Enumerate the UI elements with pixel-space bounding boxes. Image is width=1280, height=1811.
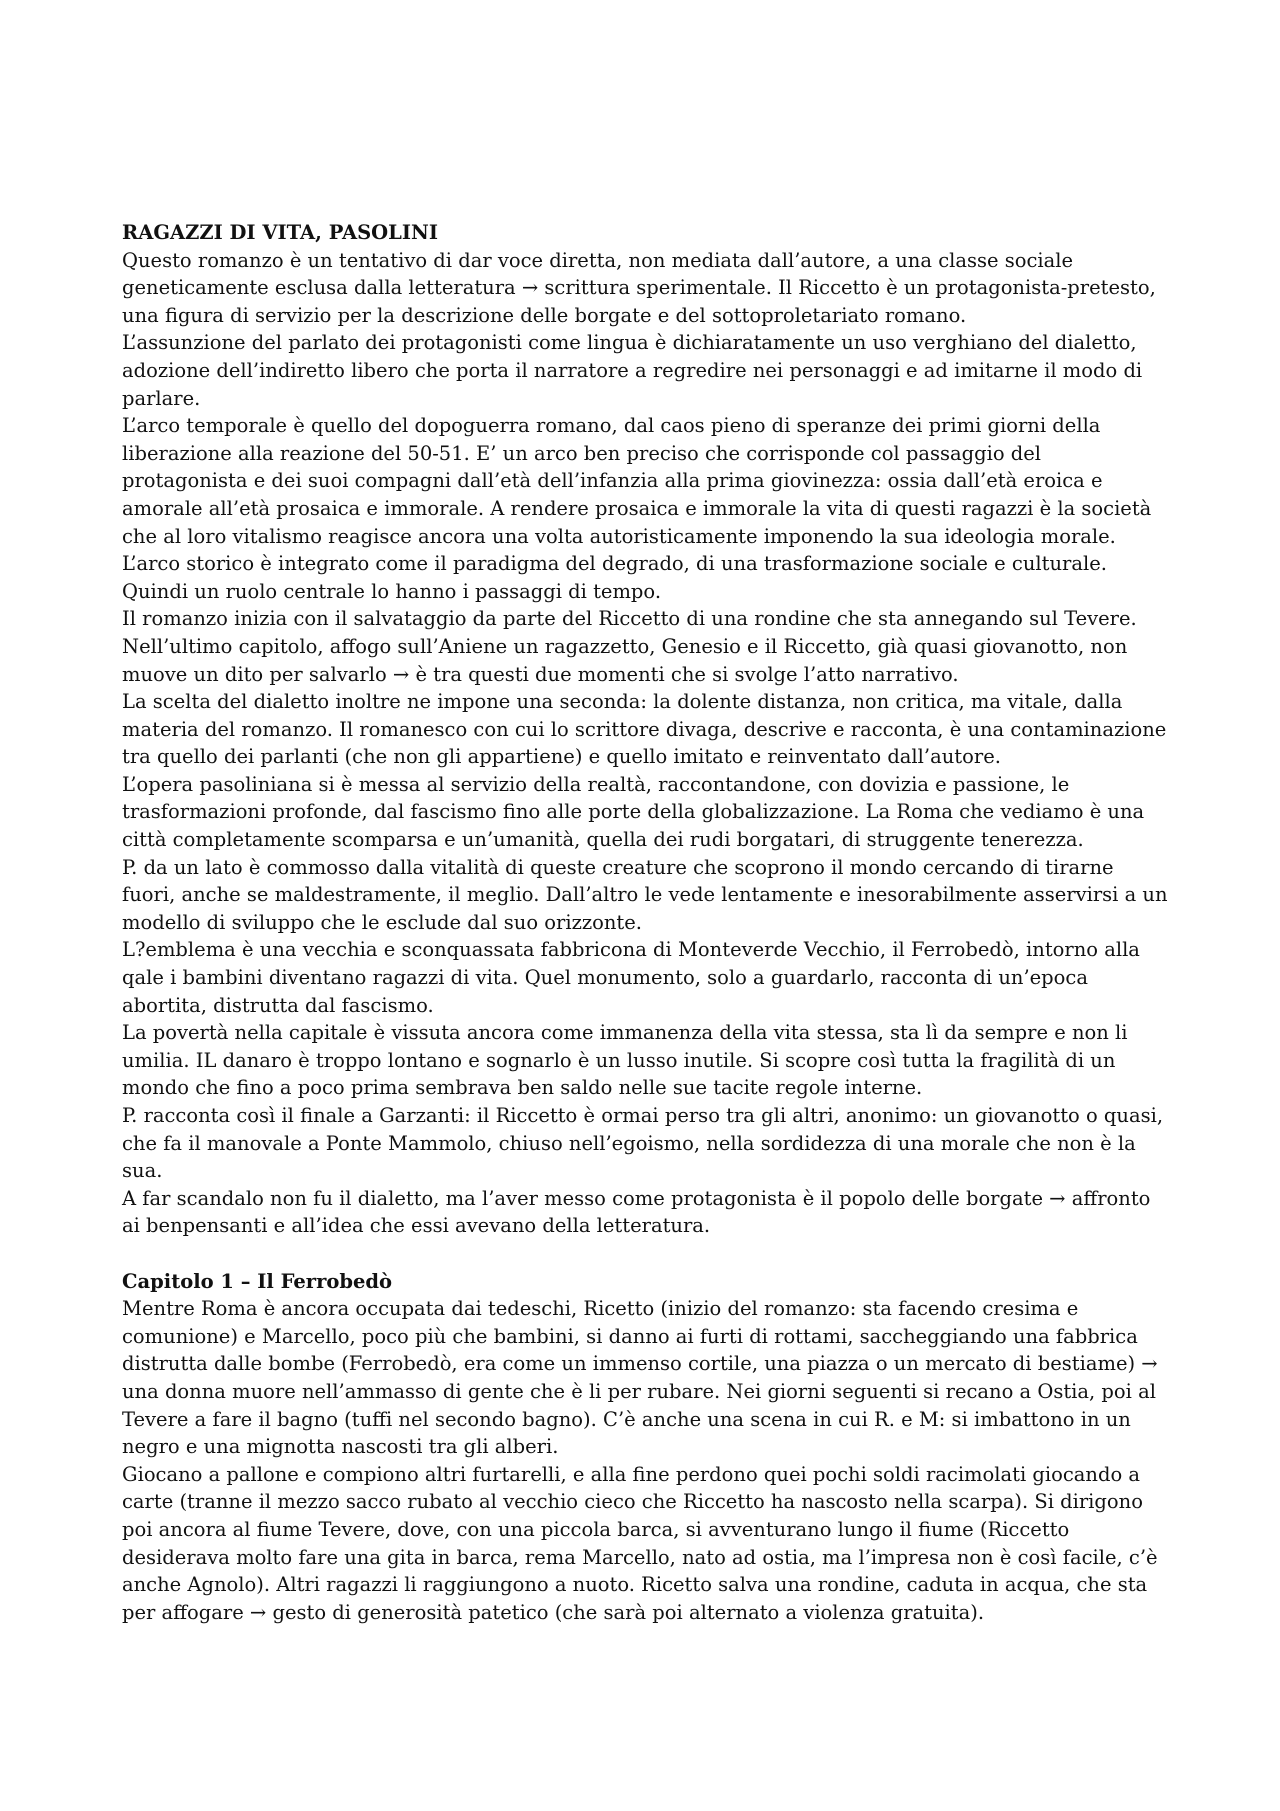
paragraph: Mentre Roma è ancora occupata dai tedeschi, Ricetto (inizio del romanzo: sta facendo cresima e comunione) e Marcello, poco più che bambini, si danno ai furti di rottami, saccheggiando una fabbrica distrutta dalle bombe (Ferrobedò, era come un immenso cortile, una piazza o un mercato di bestiame) → una donna muore nell’ammasso di gente che è li per rubare. Nei giorni seguenti si recano a Ostia, poi al Tevere a fare il bagno (tuffi nel secondo bagno). C’è anche una scena in cui R. e M: si imbattono in un negro e una mignotta nascosti tra gli alberi. (122, 1297, 1158, 1459)
paragraph: P. da un lato è commosso dalla vitalità di queste creature che scoprono il mondo cercando di tirarne fuori, anche se maldestramente, il meglio. Dall’altro le vede lentamente e inesorabilmente asservirsi a un modello di sviluppo che le esclude dal suo orizzonte. (122, 855, 1168, 934)
section-title-capitolo-1: Capitolo 1 – Il Ferrobedò (122, 1269, 393, 1293)
paragraph: L’arco temporale è quello del dopoguerra romano, dal caos pieno di speranze dei primi giorni della liberazione alla reazione del 50-51. E’ un arco ben preciso che corrisponde col passaggio del protagonista e dei suoi compagni dall’età dell’infanzia alla prima giovinezza: ossia dall’età eroica e amorale all’età prosaica e immorale. A rendere prosaica e immorale la vita di questi ragazzi è la società che al loro vitalismo reagisce ancora una volta autoristicamente imponendo la sua ideologia morale. (122, 414, 1152, 548)
section-title-ragazzi-di-vita: RAGAZZI DI VITA, PASOLINI (122, 221, 438, 244)
section-spacer (122, 1240, 1172, 1268)
paragraph: L’opera pasoliniana si è messa al servizio della realtà, raccontandone, con dovizia e passione, le trasformazioni profonde, dal fascismo fino alle porte della globalizzazione. La Roma che vediamo è una città completamente scomparsa e un’umanità, quella dei rudi borgatari, di struggente tenerezza. (122, 772, 1145, 852)
paragraph: La povertà nella capitale è vissuta ancora come immanenza della vita stessa, sta lì da sempre e non li umilia. IL danaro è troppo lontano e sognarlo è un lusso inutile. Si scopre così tutta la fragilità di un mondo che fino a poco prima sembrava ben saldo nelle sue tacite regole interne. (122, 1021, 1128, 1100)
paragraph: Giocano a pallone e compiono altri furtarelli, e alla fine perdono quei pochi soldi racimolati giocando a carte (tranne il mezzo sacco rubato al vecchio cieco che Riccetto ha nascosto nella scarpa). Si dirigono poi ancora al fiume Tevere, dove, con una piccola barca, si avventurano lungo il fiume (Riccetto desiderava molto fare una gita in barca, rema Marcello, nato ad ostia, ma l’impresa non è così facile, c’è anche Agnolo). Altri ragazzi li raggiungono a nuoto. Ricetto salva una rondine, caduta in acqua, che sta per affogare → gesto di generosità patetico (che sarà poi alternato a violenza gratuita). (122, 1462, 1158, 1624)
paragraph: Questo romanzo è un tentativo di dar voce diretta, non mediata dall’autore, a una classe sociale geneticamente esclusa dalla letteratura → scrittura sperimentale. Il Riccetto è un protagonista-pretesto, una figura di servizio per la descrizione delle borgate e del sottoproletariato romano. (122, 248, 1156, 327)
paragraph: Il romanzo inizia con il salvataggio da parte del Riccetto di una rondine che sta annegando sul Tevere. Nell’ultimo capitolo, affogo sull’Aniene un ragazzetto, Genesio e il Riccetto, già quasi giovanotto, non muove un dito per salvarlo → è tra questi due momenti che si svolge l’atto narrativo. (122, 607, 1137, 686)
document-page (122, 219, 1172, 1626)
paragraph: L’assunzione del parlato dei protagonisti come lingua è dichiaratamente un uso verghiano del dialetto, adozione dell’indiretto libero che porta il narratore a regredire nei personaggi e ad imitarne il modo di parlare. (122, 331, 1143, 410)
paragraph: A far scandalo non fu il dialetto, ma l’aver messo come protagonista è il popolo delle borgate → affronto ai benpensanti e all’idea che essi avevano della letteratura. (122, 1186, 1151, 1238)
paragraph: L?emblema è una vecchia e sconquassata fabbricona di Monteverde Vecchio, il Ferrobedò, intorno alla qale i bambini diventano ragazzi di vita. Quel monumento, solo a guardarlo, racconta di un’epoca abortita, distrutta dal fascismo. (122, 938, 1140, 1017)
paragraph: La scelta del dialetto inoltre ne impone una seconda: la dolente distanza, non critica, ma vitale, dalla materia del romanzo. Il romanesco con cui lo scrittore divaga, descrive e racconta, è una contaminazione tra quello dei parlanti (che non gli appartiene) e quello imitato e reinventato dall’autore. (122, 690, 1167, 769)
paragraph: L’arco storico è integrato come il paradigma del degrado, di una trasformazione sociale e culturale. Quindi un ruolo centrale lo hanno i passaggi di tempo. (122, 552, 1107, 603)
paragraph: P. racconta così il finale a Garzanti: il Riccetto è ormai perso tra gli altri, anonimo: un giovanotto o quasi, che fa il manovale a Ponte Mammolo, chiuso nell’egoismo, nella sordidezza di una morale che non è la sua. (122, 1104, 1164, 1183)
